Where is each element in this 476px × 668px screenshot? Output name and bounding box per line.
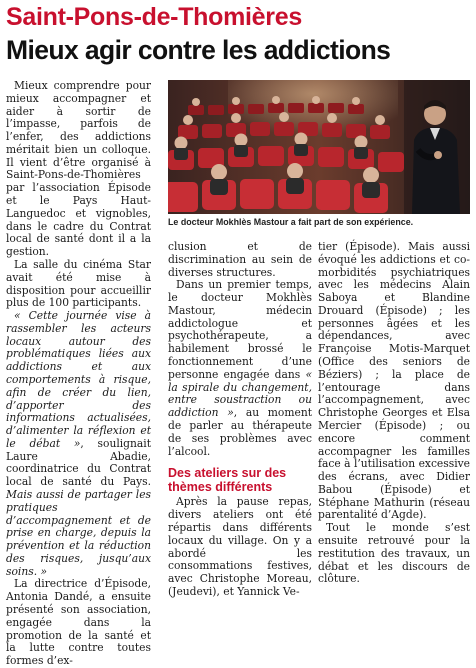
quote: Mais aussi de partager les pratiques d’accompagnement et de prise en charge, depuis la prévention et la réduction des risques, jusqu’aux soins. »	[6, 488, 151, 578]
photo-caption: Le docteur Mokhlès Mastour a fait part de son expérience.	[168, 217, 414, 227]
quote: « Cette journée vise à rassembler les acteurs locaux autour des problématiques liées aux addictions et aux comportements à risque, afin de créer du lien, d’apporter des informations actualisées, d’alimenter la réflexion et le débat »	[6, 309, 151, 450]
text: , au moment de parler au thérapeute de ses problèmes avec l’alcool.	[168, 406, 312, 458]
paragraph: clusion et de discrimination au sein de diverses structures.	[168, 240, 312, 279]
photo-cinema-audience	[168, 80, 470, 214]
article-column-3	[318, 241, 470, 586]
paragraph	[6, 310, 151, 578]
paragraph: Mieux comprendre pour mieux accompagner et aider à sortir de l’impasse, parfois de l’enfer, des addictions méritait bien un colloque. Il vient d’être organisé à Saint-Pons-de-Thomières par l’association Épisode et le Pays Haut-Languedoc et vignobles, dans le cadre du Contrat local de santé dont il a la gestion.	[6, 79, 151, 259]
article-column-2	[168, 241, 312, 599]
text: Dans un premier temps, le docteur Mokhlès Mastour, médecin addictologue et psychothérapeute, a habilement brossé le fonctionnement d’une personne engagée dans	[168, 278, 312, 381]
article-column-1	[6, 80, 151, 668]
paragraph: La salle du cinéma Star avait été mise à disposition pour accueillir plus de 100 participants.	[6, 257, 151, 310]
paragraph: La directrice d’Épisode, Antonia Dandé, a ensuite présenté son association, engagée dans la promotion de la santé et la lutte contre toutes formes d’ex-	[6, 577, 151, 668]
paragraph: Tout le monde s’est ensuite retrouvé pour la restitution des travaux, un débat et les discours de clôture.	[318, 521, 470, 586]
text: , soulignait Laure Abadie, coordinatrice du Contrat local de santé du Pays.	[6, 436, 151, 489]
article-kicker: Saint-Pons-de-Thomières	[6, 3, 302, 31]
article-headline: Mieux agir contre les addictions	[6, 35, 391, 65]
paragraph: Après la pause repas, divers ateliers ont été répartis dans différents locaux du village. On y a abordé les consommations festives, avec Christophe Moreau, (Jeudevi), et Yannick Ve-	[168, 495, 312, 598]
quote: « la spirale du changement, entre soustraction ou addiction »	[168, 367, 312, 420]
article-photo	[168, 80, 470, 214]
paragraph: tier (Épisode). Mais aussi évoqué les addictions et co-morbidités psychiatriques avec les médecins Alain Saboya et Blandine Drouard (Épisode) ; les personnes âgées et les dépendances, avec Françoise Motis-Marquet (Office des seniors de Béziers) ; la place de l’entourage dans l’accompagnement, avec Christophe Georges et Elsa Mercier (Épisode) ; ou encore comment accompagner les familles face à l’utilisation excessive des écrans, avec Didier Babou (Épisode) et Stéphane Mathurin (réseau parentalité d’Agde).	[318, 240, 470, 522]
section-subheading: Des ateliers sur des thèmes différents	[168, 466, 287, 494]
paragraph	[168, 279, 312, 458]
